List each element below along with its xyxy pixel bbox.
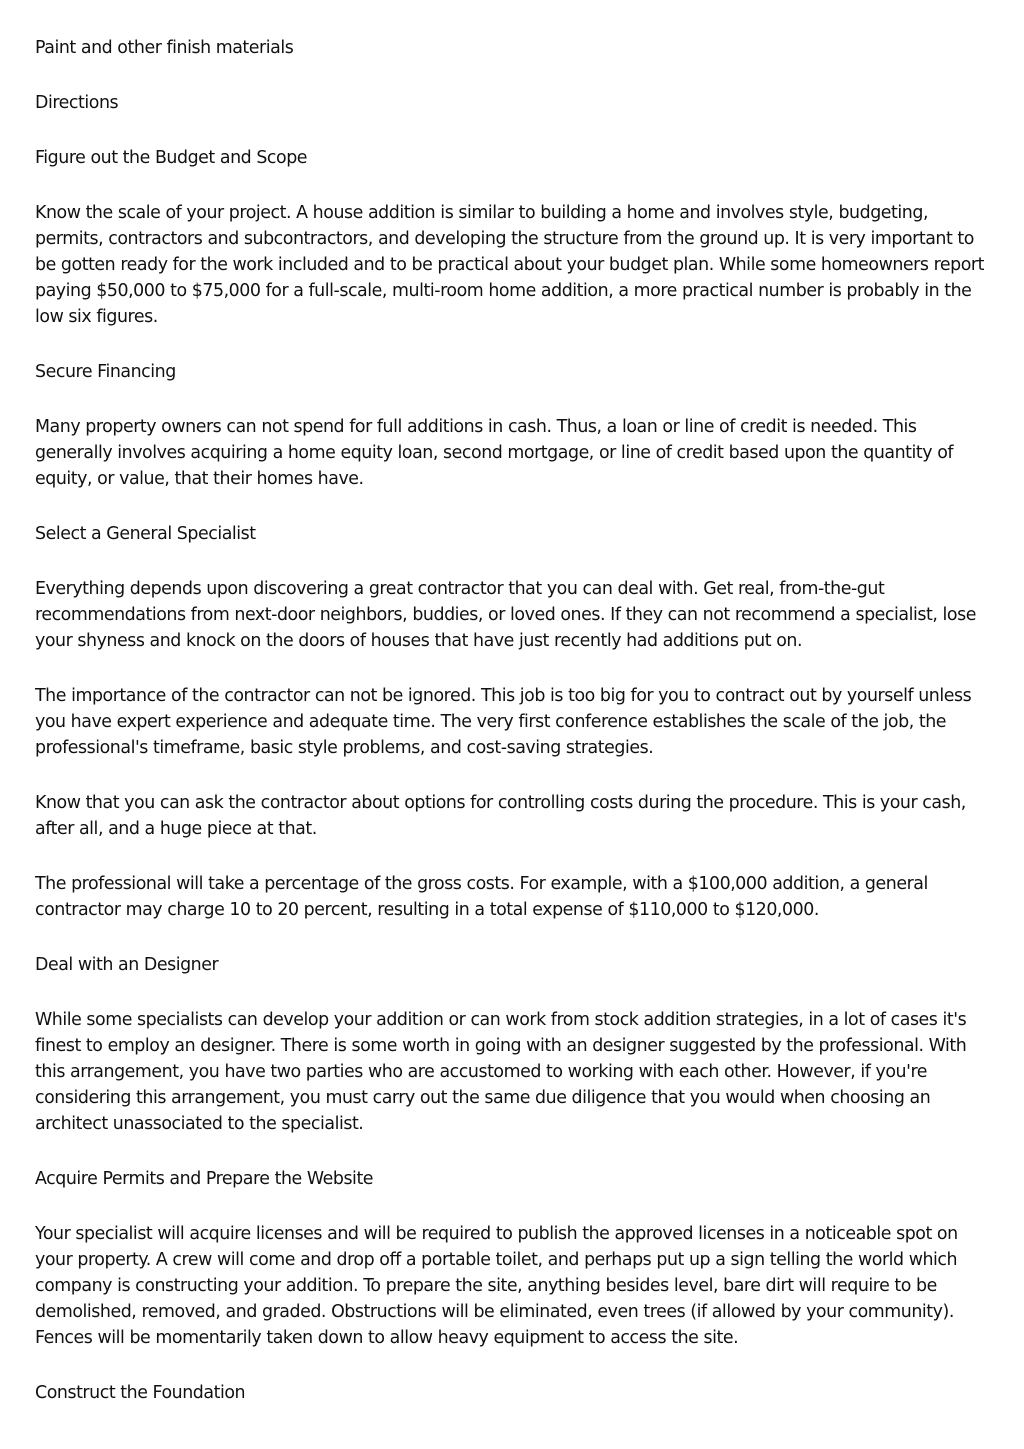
section-heading-general-specialist: Select a General Specialist — [35, 524, 256, 544]
materials-list-item: Paint and other finish materials — [35, 38, 294, 58]
paragraph-finding-contractor: Everything depends upon discovering a great contractor that you can deal with. Get real, from-the-gut recommendations from next-door neighbors, buddies, or loved ones. If they can not recommend a specialist, lose your shyness and knock on the doors of houses that have just recently had additions put on. — [35, 579, 976, 651]
paragraph-budget-scope: Know the scale of your project. A house addition is similar to building a home and involves style, budgeting, permits, contractors and subcontractors, and developing the structure from the ground up. It is very important to be gotten ready for the work included and to be practical about your budget plan. While some homeowners report paying $50,000 to $75,000 for a full-scale, multi-room home addition, a more practical number is probably in the low six figures. — [35, 203, 984, 327]
paragraph-contractor-percentage: The professional will take a percentage of the gross costs. For example, with a $100,000 addition, a general contractor may charge 10 to 20 percent, resulting in a total expense of $110,000 to $120,000. — [35, 874, 928, 920]
paragraph-contractor-importance: The importance of the contractor can not be ignored. This job is too big for you to contract out by yourself unless you have expert experience and adequate time. The very first conference establishes the scale of the job, the professional's timeframe, basic style problems, and cost-saving strategies. — [35, 686, 972, 758]
section-heading-budget-scope: Figure out the Budget and Scope — [35, 148, 308, 168]
article-body — [35, 35, 987, 1435]
section-heading-designer: Deal with an Designer — [35, 955, 219, 975]
section-heading-financing: Secure Financing — [35, 362, 176, 382]
paragraph-designer: While some specialists can develop your addition or can work from stock addition strategies, in a lot of cases it's finest to employ an designer. There is some worth in going with an designer suggested by the professional. With this arrangement, you have two parties who are accustomed to working with each other. However, if you're considering this arrangement, you must carry out the same due diligence that you would when choosing an architect unassociated to the specialist. — [35, 1010, 967, 1134]
section-heading-foundation: Construct the Foundation — [35, 1383, 246, 1403]
directions-heading: Directions — [35, 93, 119, 113]
paragraph-controlling-costs: Know that you can ask the contractor about options for controlling costs during the procedure. This is your cash, after all, and a huge piece at that. — [35, 793, 966, 839]
paragraph-permits-site: Your specialist will acquire licenses and will be required to publish the approved licenses in a noticeable spot on your property. A crew will come and drop off a portable toilet, and perhaps put up a sign telling the world which company is constructing your addition. To prepare the site, anything besides level, bare dirt will require to be demolished, removed, and graded. Obstructions will be eliminated, even trees (if allowed by your community). Fences will be momentarily taken down to allow heavy equipment to access the site. — [35, 1224, 958, 1348]
section-heading-permits-site: Acquire Permits and Prepare the Website — [35, 1169, 374, 1189]
paragraph-financing: Many property owners can not spend for full additions in cash. Thus, a loan or line of credit is needed. This generally involves acquiring a home equity loan, second mortgage, or line of credit based upon the quantity of equity, or value, that their homes have. — [35, 417, 954, 489]
